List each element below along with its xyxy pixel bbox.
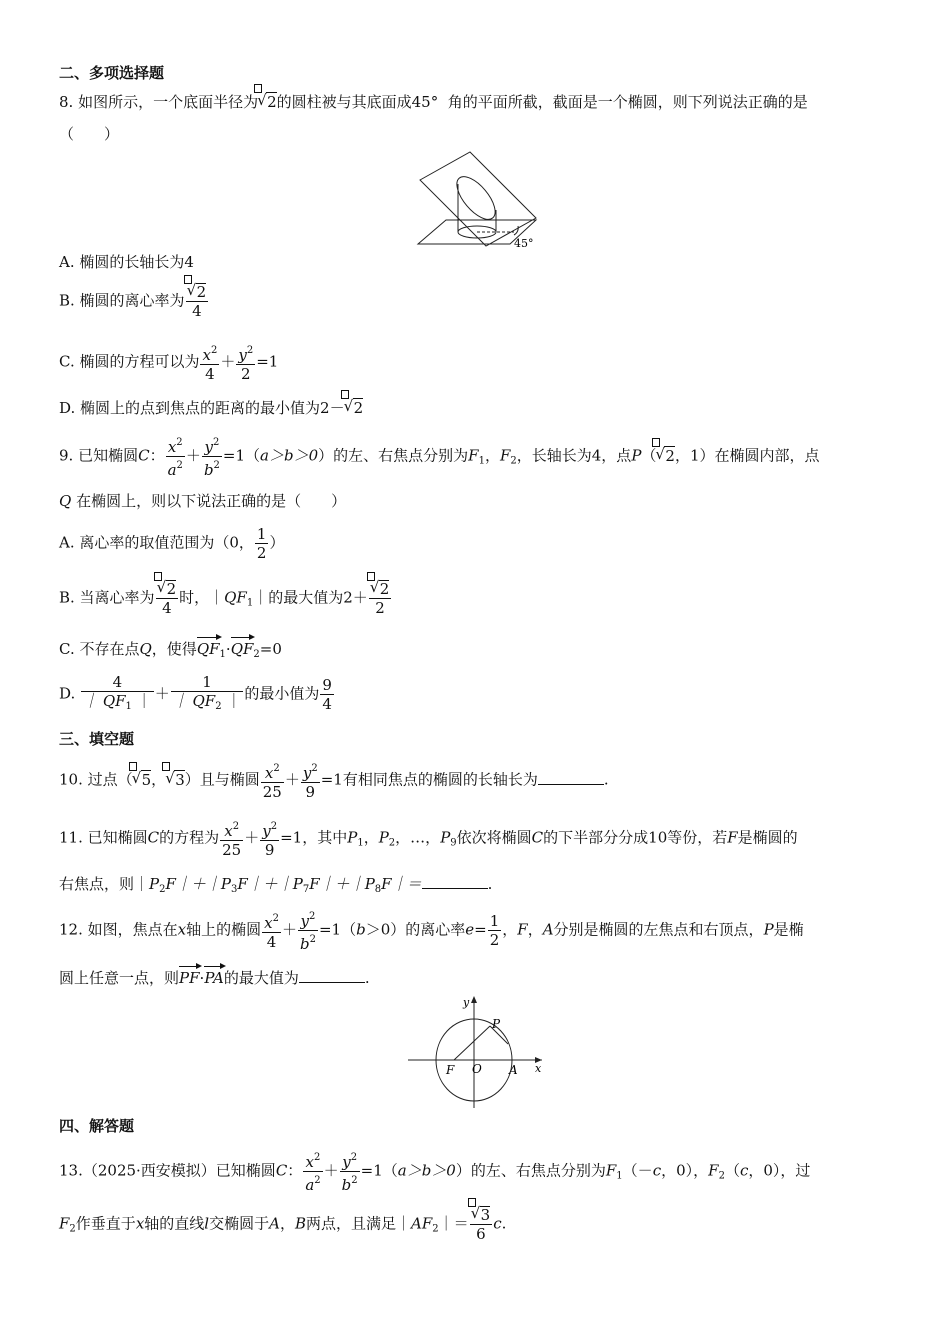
q8-option-b: [59, 283, 209, 320]
section-title-multi: 二、多项选择题: [59, 64, 165, 82]
q8-b-text: B. 椭圆的离心率为: [59, 291, 185, 310]
q8-stem-a: 8. 如图所示，一个底面半径为: [59, 93, 259, 111]
q9-option-d: D. $\frac{4}{| QF_1 |}$ ＋ $\frac{1}{| QF_2 |}$ 的最小值为 $\frac{9}{4}$: [59, 673, 332, 713]
q9-option-c: C. 不存在点Q，使得$QF_1\cdot QF_2=0$: [59, 637, 282, 665]
q13-line2: $F_2$作垂直于x轴的直线l交椭圆于A，B两点，且满足$|AF_2|=$ √ $\frac{3}{6}$ c.: [59, 1206, 506, 1243]
q8-c-text: C. 椭圆的方程可以为: [59, 352, 200, 371]
q8-radius: 2: [267, 93, 277, 111]
q8-stem: [59, 92, 808, 112]
q12-answer-blank[interactable]: [299, 968, 365, 983]
q8-option-c: C. 椭圆的方程可以为 $\frac{x^2}{4}$ ＋ $\frac{y^2}{2}$ =1: [59, 342, 278, 383]
q11-answer-blank[interactable]: [422, 874, 488, 889]
q12-label-y: y: [463, 996, 470, 1009]
q13: 13.（2025·西安模拟）已知椭圆C： $\frac{x^2}{a^2}$ ＋ $\frac{y^2}{b^2}$ =1（a＞b＞0）的左、右焦点分别为$F_1(-c$，0），$F_2(c$，0），过: [59, 1149, 810, 1194]
q12-label-o: O: [472, 1062, 482, 1076]
q12-label-p: P: [492, 1017, 501, 1031]
section-title-fill: 三、填空题: [59, 730, 135, 748]
q12-label-f: F: [446, 1063, 455, 1077]
sqrt-symbol: [258, 92, 277, 112]
q12-segment-pf: [454, 1026, 490, 1060]
q9-option-a: A. 离心率的取值范围为（0， $\frac{1}{2}$ ）: [59, 525, 285, 562]
q8-cylinder-figure: [412, 150, 542, 250]
q8-stem-c: 角的平面所截，截面是一个椭圆，则下列说法正确的是: [447, 93, 808, 111]
q12-y-arrow: [471, 996, 477, 1003]
q10-answer-blank[interactable]: [538, 770, 604, 785]
q8-option-d: D. 椭圆上的点到焦点的距离的最小值为2－ √ 2: [59, 398, 363, 418]
q8-b-frac: √ $\frac{2}{4}$: [186, 283, 209, 320]
q8-angle-label: 45°: [514, 237, 534, 250]
q8-option-a: A. 椭圆的长轴长为4: [59, 253, 194, 271]
q12-line2: 圆上任意一点，则PF·PA的最大值为 .: [59, 966, 370, 988]
q11-line2: 右焦点，则$|P_2F|+|P_3F|+|P_7F|+|P_8F|=$ .: [59, 875, 493, 895]
q12-label-x: x: [535, 1062, 542, 1075]
q11: 11. 已知椭圆C的方程为 $\frac{x^2}{25}$ ＋ $\frac{y^2}{9}$ =1，其中$P_1$，$P_2$，…，$P_9$依次将椭圆C的下半部分分成10等份，若F是椭圆的: [59, 818, 798, 859]
q12-ellipse-figure: [402, 994, 552, 1114]
q12: 12. 如图，焦点在x轴上的椭圆 $\frac{x^2}{4}$ ＋ $\frac{y^2}{b^2}$ =1（b＞0）的离心率e= $\frac{1}{2}$ ，F，A分别是椭圆的左焦点和右顶点，P是椭: [59, 908, 804, 953]
q8-paren: （ ）: [59, 125, 120, 143]
q8-d-text: D. 椭圆上的点到焦点的距离的最小值为2－: [59, 399, 345, 417]
q12-label-a: A: [509, 1063, 518, 1077]
q9-option-b: B. 当离心率为 √ $\frac{2}{4}$ 时，$|QF_1|$的最大值为2＋ √ $\frac{2}{2}$: [59, 580, 392, 617]
q10: 10. 过点（ √ 5， √ 3）且与椭圆 $\frac{x^2}{25}$ ＋ $\frac{y^2}{9}$ =1有相同焦点的椭圆的长轴长为 .: [59, 760, 609, 801]
q8-stem-b: 的圆柱被与其底面成45°: [276, 93, 439, 111]
section-title-answer: 四、解答题: [59, 1117, 135, 1135]
q9-stem-line2: Q 在椭圆上，则以下说法正确的是（ ）: [59, 492, 347, 510]
q9-stem: 9. 已知椭圆C： $\frac{x^2}{a^2}$ ＋ $\frac{y^2}{b^2}$ =1（a＞b＞0）的左、右焦点分别为$F_1$，$F_2$，长轴长为4，点P（ √ 2，1）在椭圆内部，点: [59, 434, 820, 479]
